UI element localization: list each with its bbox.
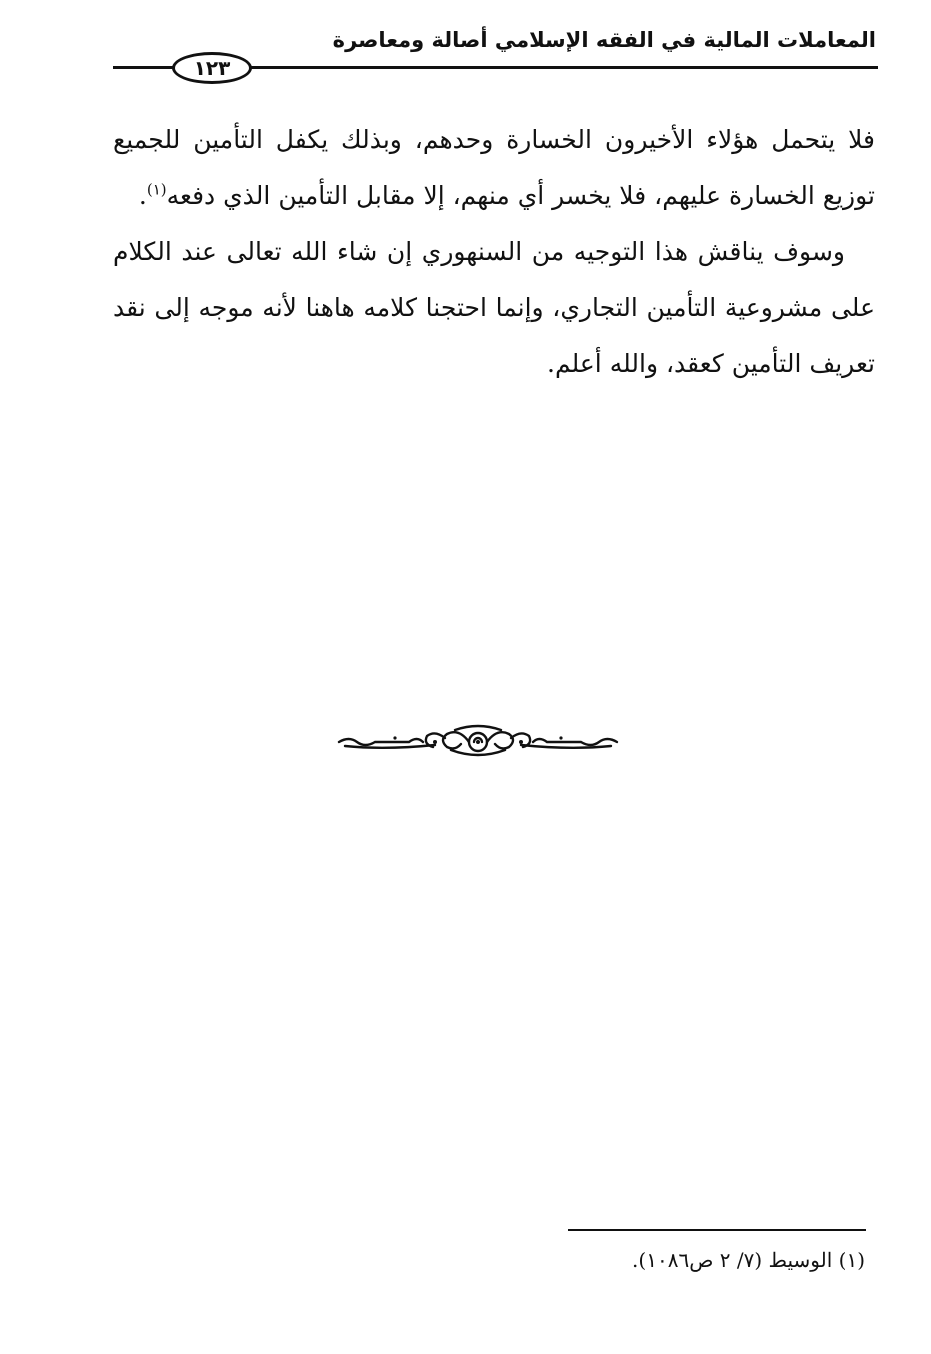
running-header-title: المعاملات المالية في الفقه الإسلامي أصالة ومعاصرة [332, 28, 876, 52]
footnote-reference[interactable]: (١) [146, 180, 167, 199]
paragraph-1 [113, 112, 875, 224]
page-number-badge [172, 52, 252, 84]
paragraph-1-end: . [138, 181, 147, 210]
footnote: (١) الوسيط (٧/ ٢ ص١٠٨٦). [632, 1248, 865, 1272]
main-text [113, 112, 875, 392]
page-number: ١٢٣ [193, 56, 231, 80]
footnote-rule [568, 1229, 866, 1231]
decorative-divider-icon [335, 720, 621, 760]
paragraph-1-text: فلا يتحمل هؤلاء الأخيرون الخسارة وحدهم، وبذلك يكفل التأمين للجميع توزيع الخسارة عليهم، فلا يخسر أي منهم، إلا مقابل التأمين الذي دفعه [113, 125, 875, 210]
paragraph-2: وسوف يناقش هذا التوجيه من السنهوري إن شاء الله تعالى عند الكلام على مشروعية التأمين التجاري، وإنما احتجنا كلامه هاهنا لأنه موجه إلى نقد تعريف التأمين كعقد، والله أعلم. [113, 237, 875, 378]
